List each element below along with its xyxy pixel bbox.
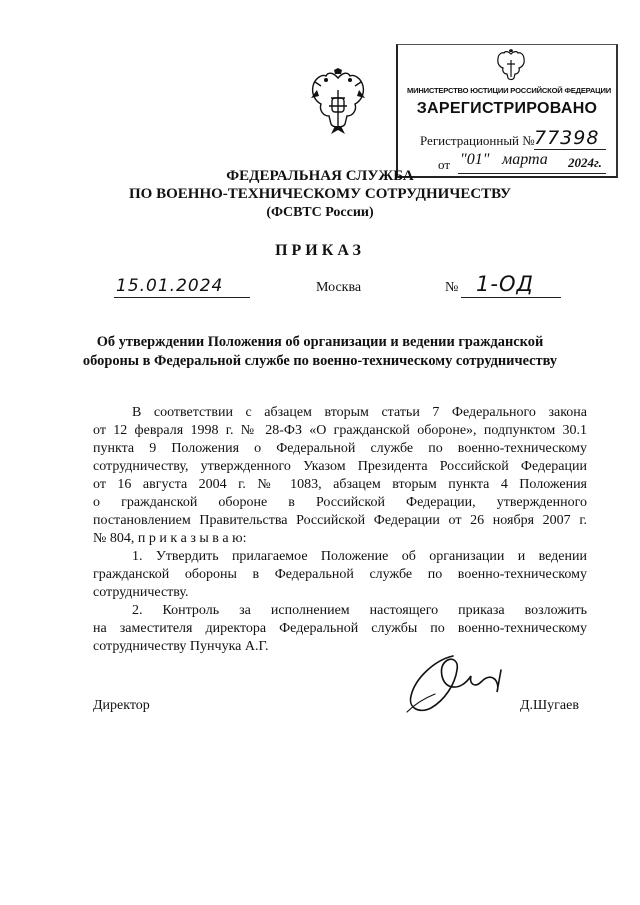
document-number-sign: № [445,280,459,295]
document-city: Москва [316,280,362,295]
body-p1-line: пункта 9 Положения о Федеральной службе по военно-техническому [93,441,587,456]
document-title-line1: Об утверждении Положения об организации и ведении гражданской [96,334,544,350]
document-type: ПРИКАЗ [275,242,365,259]
body-p2-line: гражданской обороны в Федеральной службе по военно-техническому [93,567,587,582]
stamp-date-day: "01" [460,151,490,168]
agency-abbreviation: (ФСВТС России) [266,205,374,220]
body-p1-line: от 16 августа 2004 г. № 1083, абзацем вторым пункта 4 Положения [93,477,587,492]
stamp-date-year: 2024г. [568,155,602,170]
body-p2-line: 1. Утвердить прилагаемое Положение об организации и ведении [132,549,587,564]
stamp-status: ЗАРЕГИСТРИРОВАНО [416,100,598,117]
stamp-reg-label: Регистрационный № [420,133,535,148]
document-date: 15.01.2024 [116,276,224,296]
document-number: 1-ОД [476,272,534,296]
body-p2-line: сотрудничеству. [93,585,189,600]
document-number-underline [461,297,561,298]
body-p1-line: о гражданской обороне в Российской Федерации, утвержденного [93,495,587,510]
stamp-emblem-icon [496,49,526,83]
document-title-line2: обороны в Федеральной службе по военно-техническому сотрудничеству [82,353,558,369]
document-date-underline [114,297,250,298]
signatory-position: Директор [93,698,150,713]
stamp-reg-number: 77398 [534,127,600,149]
body-p1-line: постановлением Правительства Российской Федерации от 26 ноября 2007 г. [93,513,587,528]
agency-name-line2: ПО ВОЕННО-ТЕХНИЧЕСКОМУ СОТРУДНИЧЕСТВУ [129,186,511,202]
handwritten-signature [405,648,515,718]
agency-name-line1: ФЕДЕРАЛЬНАЯ СЛУЖБА [226,168,414,184]
stamp-date-month: марта [502,151,548,168]
registration-stamp [396,44,618,178]
body-p1-line: сотрудничеству, утвержденного Указом Президента Российской Федерации [93,459,587,474]
body-p1-line: В соответствии с абзацем вторым статьи 7 Федерального закона [132,405,587,420]
body-p1-line: № 804, п р и к а з ы в а ю: [93,531,247,546]
stamp-date-prefix: от [438,157,451,172]
body-p3-line: сотрудничеству Пунчука А.Г. [93,639,269,654]
body-p3-line: 2. Контроль за исполнением настоящего приказа возложить [132,603,587,618]
stamp-ministry-label: МИНИСТЕРСТВО ЮСТИЦИИ РОССИЙСКОЙ ФЕДЕРАЦИИ [406,86,612,95]
body-p1-line: от 12 февраля 1998 г. № 28-ФЗ «О гражданской обороне», подпунктом 30.1 [93,423,587,438]
body-p3-line: на заместителя директора Федеральной службы по военно-техническому [93,621,587,636]
stamp-reg-underline [534,149,606,150]
state-emblem-icon [307,68,369,138]
signatory-name: Д.Шугаев [520,698,579,713]
